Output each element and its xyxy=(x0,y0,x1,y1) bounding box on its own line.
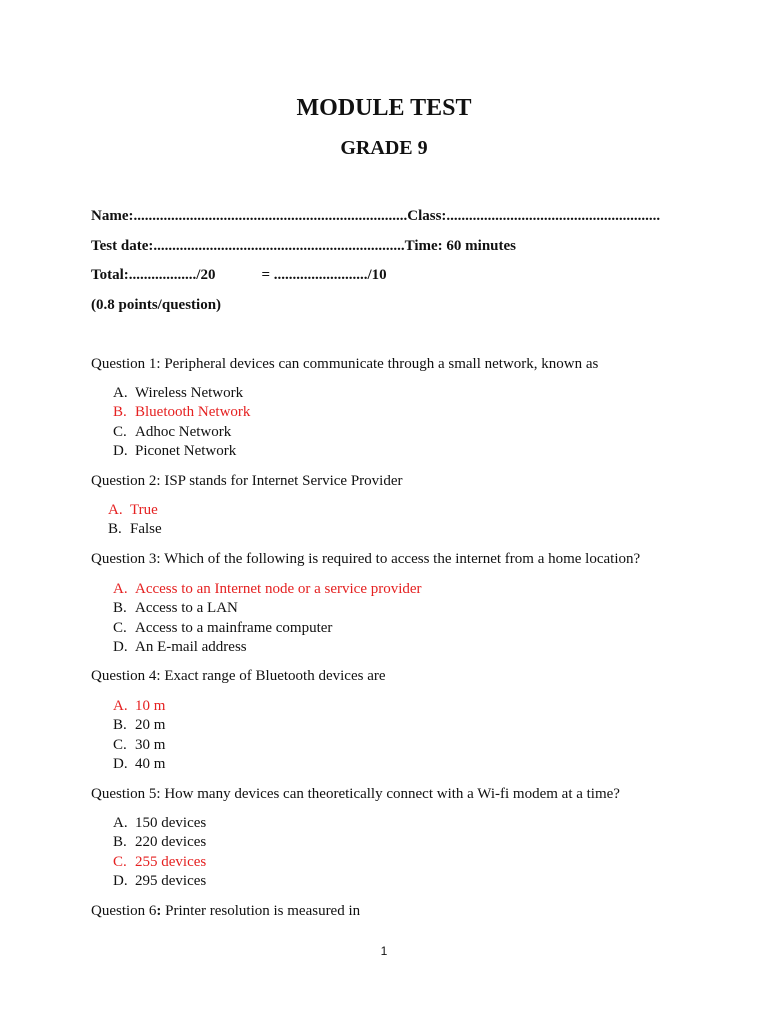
option-text: Piconet Network xyxy=(135,443,237,460)
option-letter: B. xyxy=(113,717,127,734)
option-b xyxy=(108,833,206,852)
option-text: 255 devices xyxy=(135,853,207,870)
question-text: Printer resolution is measured in xyxy=(161,903,361,919)
test-date-time-line: Test date:...................................................................Time: 60 minutes xyxy=(91,238,516,254)
option-letter: C. xyxy=(113,423,127,440)
question-label-text: Question 6 xyxy=(91,903,157,919)
answer-options-5 xyxy=(108,814,206,892)
option-text: 20 m xyxy=(135,717,166,734)
answer-options-2 xyxy=(108,501,162,540)
option-text: 30 m xyxy=(135,736,166,753)
option-text: 150 devices xyxy=(135,815,207,831)
option-c-correct-answer xyxy=(108,853,206,872)
answer-options-1 xyxy=(108,384,250,462)
question-3 xyxy=(91,550,640,568)
option-text: An E-mail address xyxy=(135,639,247,656)
name-class-line: Name:.........................................................................Class:......................................................... xyxy=(91,208,661,224)
document-title: MODULE TEST xyxy=(296,95,472,121)
option-text: 10 m xyxy=(135,698,166,714)
points-per-question-note: (0.8 points/question) xyxy=(91,297,222,313)
total-raw-score: Total:................../20 xyxy=(91,267,216,283)
option-d xyxy=(108,638,422,657)
option-letter: B. xyxy=(113,404,127,421)
option-a-correct-answer xyxy=(108,697,165,716)
question-text: Exact range of Bluetooth devices are xyxy=(160,668,386,684)
question-label: Question 2: xyxy=(91,473,161,489)
answer-options-3 xyxy=(108,580,422,658)
option-letter: B. xyxy=(113,834,127,851)
option-letter: A. xyxy=(113,581,128,597)
question-text: How many devices can theoretically connect with a Wi-fi modem at a time? xyxy=(160,786,620,802)
option-text: Access to an Internet node or a service provider xyxy=(135,581,422,597)
option-a xyxy=(108,814,206,833)
option-text: Wireless Network xyxy=(135,385,244,401)
option-letter: A. xyxy=(113,698,128,714)
question-4 xyxy=(91,667,386,685)
option-b-correct-answer xyxy=(108,403,250,422)
option-b xyxy=(108,520,162,539)
option-letter: D. xyxy=(113,873,128,890)
option-d xyxy=(108,442,250,461)
option-letter: D. xyxy=(113,639,128,656)
option-text: 295 devices xyxy=(135,873,207,890)
question-label: Question 4: xyxy=(91,668,161,684)
question-1 xyxy=(91,355,598,373)
option-letter: C. xyxy=(113,619,127,636)
question-5 xyxy=(91,785,620,803)
option-letter: C. xyxy=(113,853,127,870)
option-c xyxy=(108,619,422,638)
option-a xyxy=(108,384,250,403)
total-converted-score: = ........................./10 xyxy=(261,267,387,283)
option-letter: D. xyxy=(113,443,128,460)
option-letter: A. xyxy=(113,815,128,831)
option-text: Access to a LAN xyxy=(135,600,238,617)
option-text: 40 m xyxy=(135,756,166,773)
question-label: Question 1: xyxy=(91,356,161,372)
option-text: Adhoc Network xyxy=(135,423,232,440)
option-letter: D. xyxy=(113,756,128,773)
question-label-colon: : xyxy=(156,903,162,919)
question-label: Question 3: xyxy=(91,551,161,567)
question-6 xyxy=(91,902,360,920)
total-score-line xyxy=(91,266,387,284)
answer-options-4 xyxy=(108,697,165,775)
question-text: Which of the following is required to access the internet from a home location? xyxy=(160,551,641,567)
option-a-correct-answer xyxy=(108,501,162,520)
option-d xyxy=(108,755,165,774)
option-c xyxy=(108,736,165,755)
page-number: 1 xyxy=(380,944,388,958)
question-label: Question 5: xyxy=(91,786,161,802)
option-a-correct-answer xyxy=(108,580,422,599)
option-letter: B. xyxy=(113,600,127,617)
option-letter: B. xyxy=(108,521,122,538)
option-b xyxy=(108,716,165,735)
option-text: Bluetooth Network xyxy=(135,404,251,421)
option-letter: A. xyxy=(113,385,128,401)
option-text: True xyxy=(130,502,158,518)
option-letter: A. xyxy=(108,502,123,518)
question-text: ISP stands for Internet Service Provider xyxy=(160,473,403,489)
option-text: 220 devices xyxy=(135,834,207,851)
option-c xyxy=(108,423,250,442)
question-2 xyxy=(91,472,402,490)
option-b xyxy=(108,599,422,618)
option-d xyxy=(108,872,206,891)
question-text: Peripheral devices can communicate through a small network, known as xyxy=(160,356,599,372)
option-text: False xyxy=(130,521,162,538)
question-label xyxy=(91,903,161,919)
option-text: Access to a mainframe computer xyxy=(135,619,333,636)
option-letter: C. xyxy=(113,736,127,753)
grade-subtitle: GRADE 9 xyxy=(340,137,428,159)
